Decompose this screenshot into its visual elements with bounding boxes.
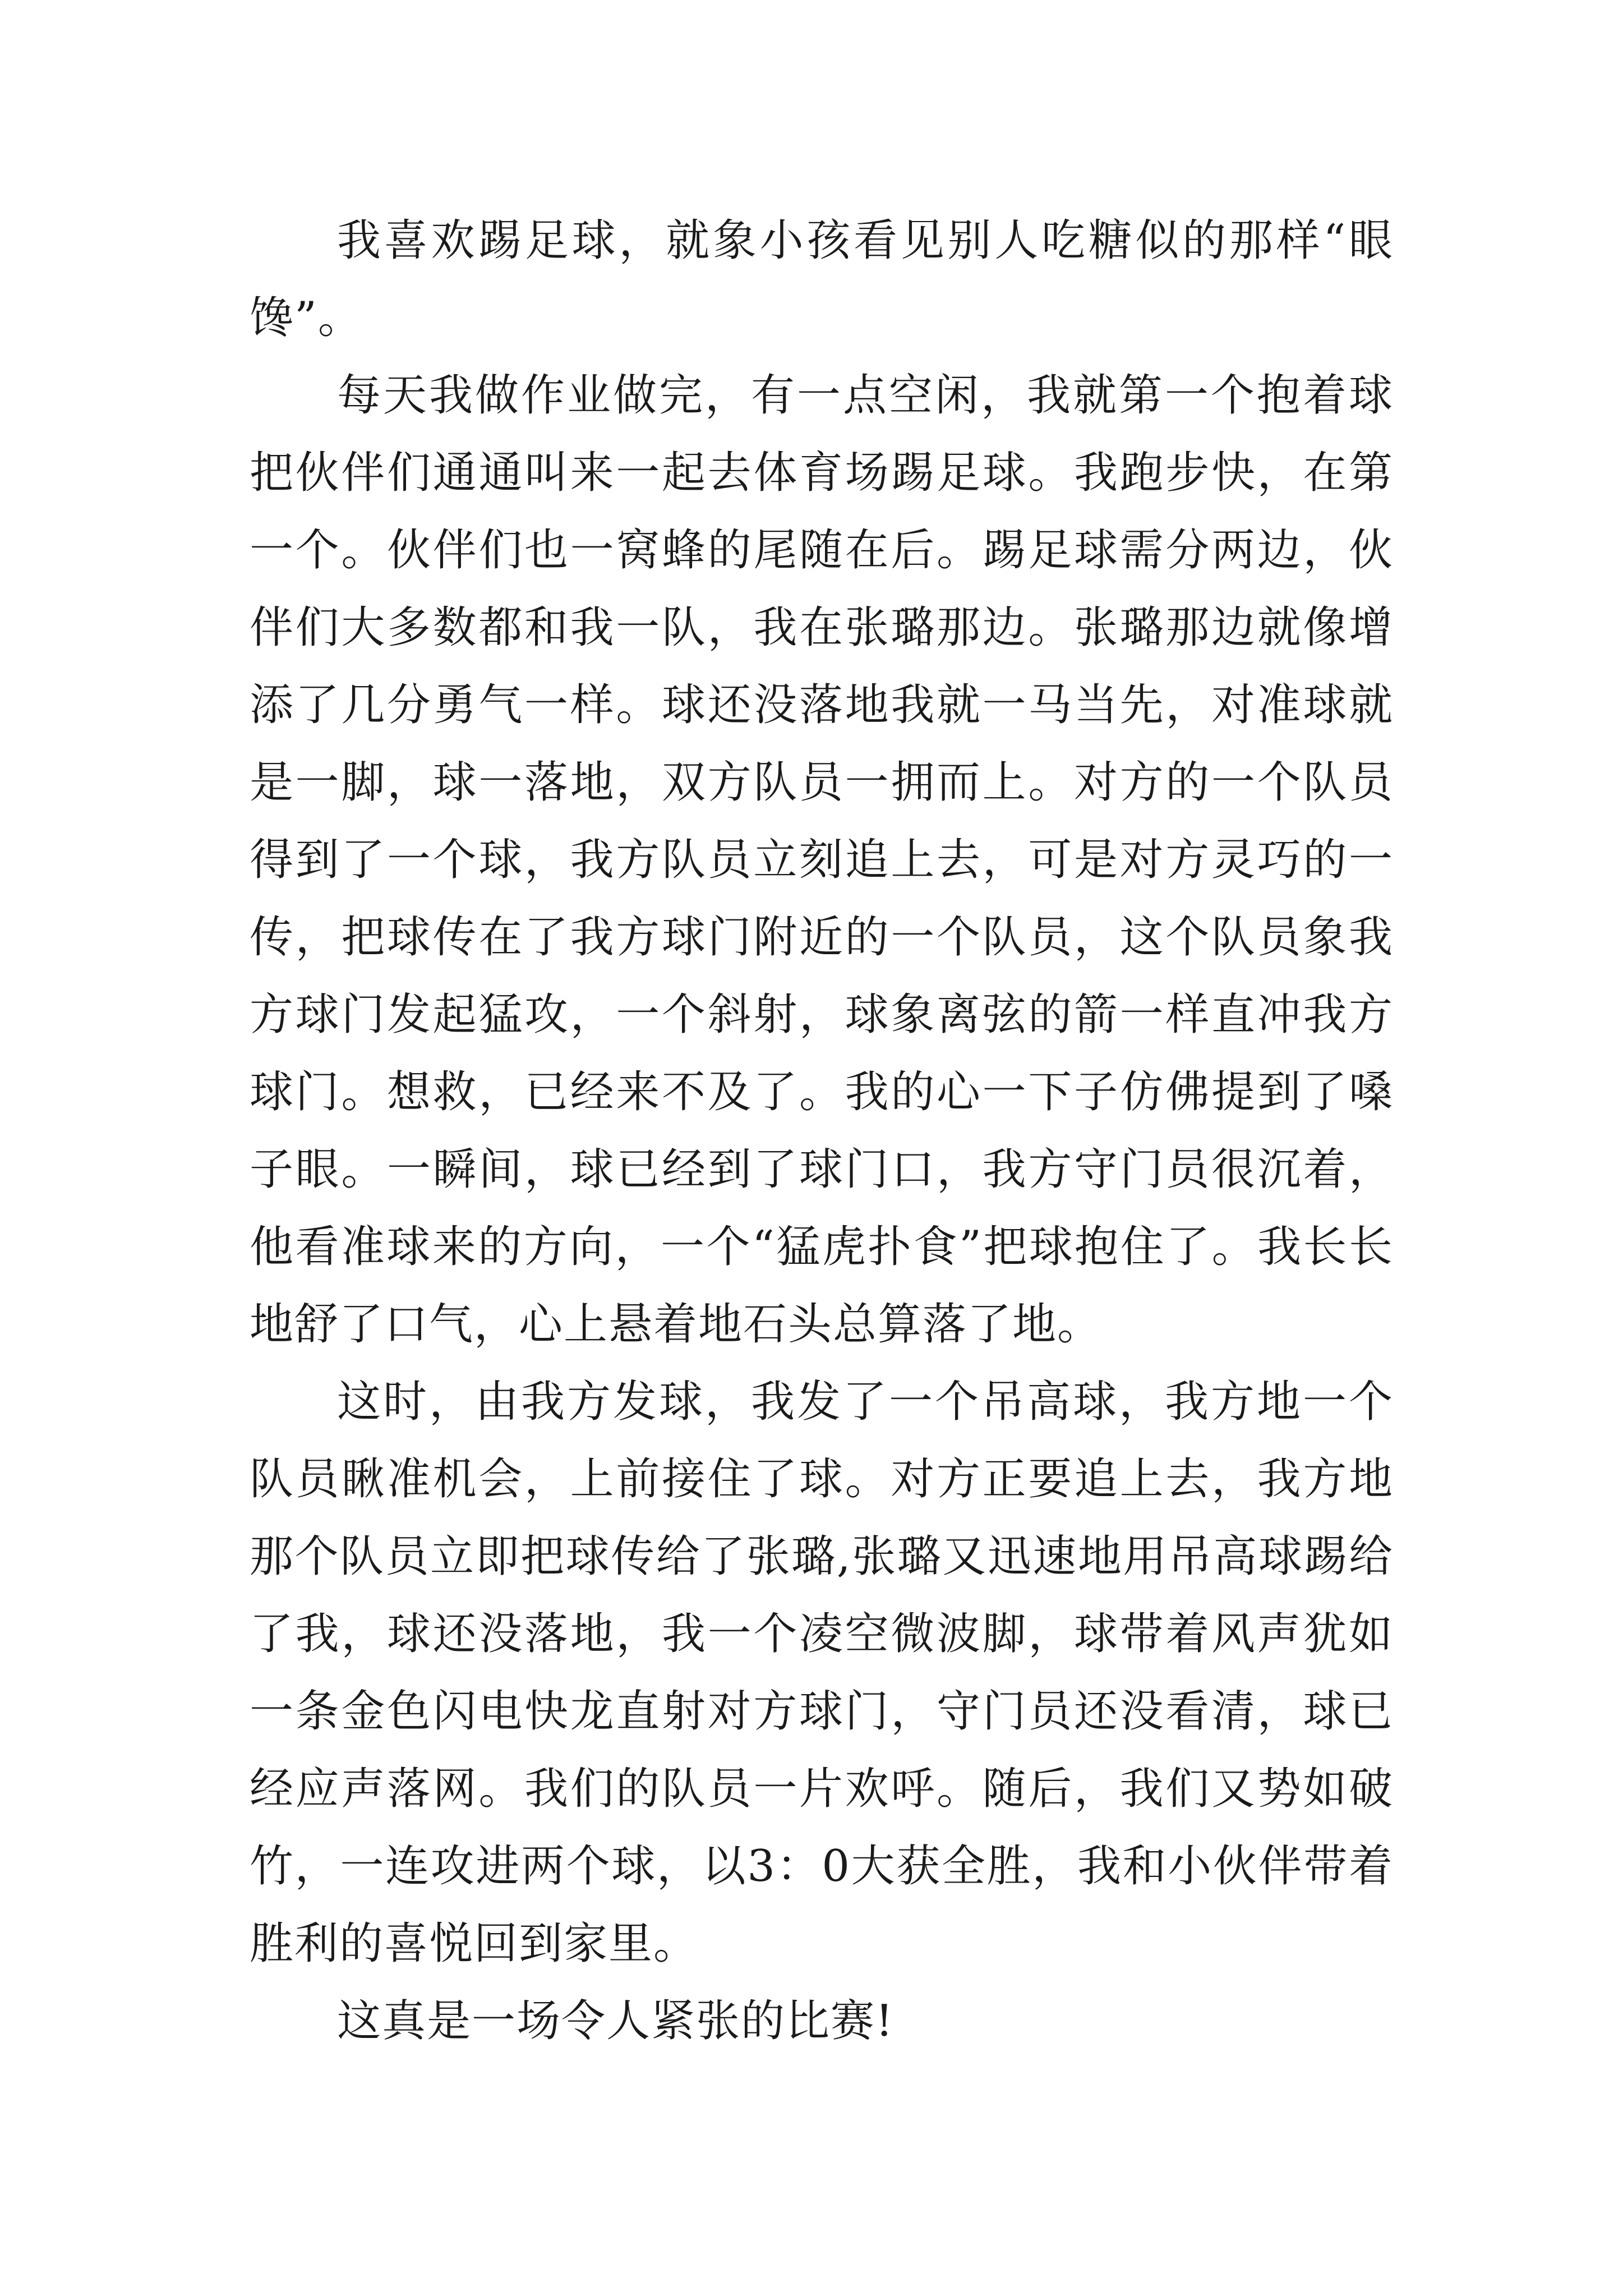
paragraph: 这真是一场令人紧张的比赛!: [337, 1996, 895, 2046]
paragraph: 这时，由我方发球，我发了一个吊高球，我方地一个队员瞅准机会，上前接住了球。对方正要追上去，我方地那个队员立即把球传给了张璐,张璐又迅速地用吊高球踢给了我，球还没落地，我一个凌空微波脚，球带着风声犹如一条金色闪电快龙直射对方球门，守门员还没看清，球已经应声落网。我们的队员一片欢呼。随后，我们又势如破竹，一连攻进两个球，以3：0大获全胜，我和小伙伴带着胜利的喜悦回到家里。: [250, 1377, 1394, 1969]
paragraph: 每天我做作业做完，有一点空闲，我就第一个抱着球把伙伴们通通叫来一起去体育场踢足球。我跑步快，在第一个。伙伴们也一窝蜂的尾随在后。踢足球需分两边，伙伴们大多数都和我一队，我在张璐那边。张璐那边就像增添了几分勇气一样。球还没落地我就一马当先，对准球就是一脚，球一落地，双方队员一拥而上。对方的一个队员得到了一个球，我方队员立刻追上去，可是对方灵巧的一传，把球传在了我方球门附近的一个队员，这个队员象我方球门发起猛攻，一个斜射，球象离弦的箭一样直冲我方球门。想救，已经来不及了。我的心一下子仿佛提到了嗓子眼。一瞬间，球已经到了球门口，我方守门员很沉着，他看准球来的方向，一个“猛虎扑食”把球抱住了。我长长地舒了口气，心上悬着地石头总算落了地。: [250, 370, 1394, 1350]
paragraph: 我喜欢踢足球，就象小孩看见别人吃糖似的那样“眼馋”。: [250, 215, 1394, 343]
document-body: [250, 202, 1394, 2060]
